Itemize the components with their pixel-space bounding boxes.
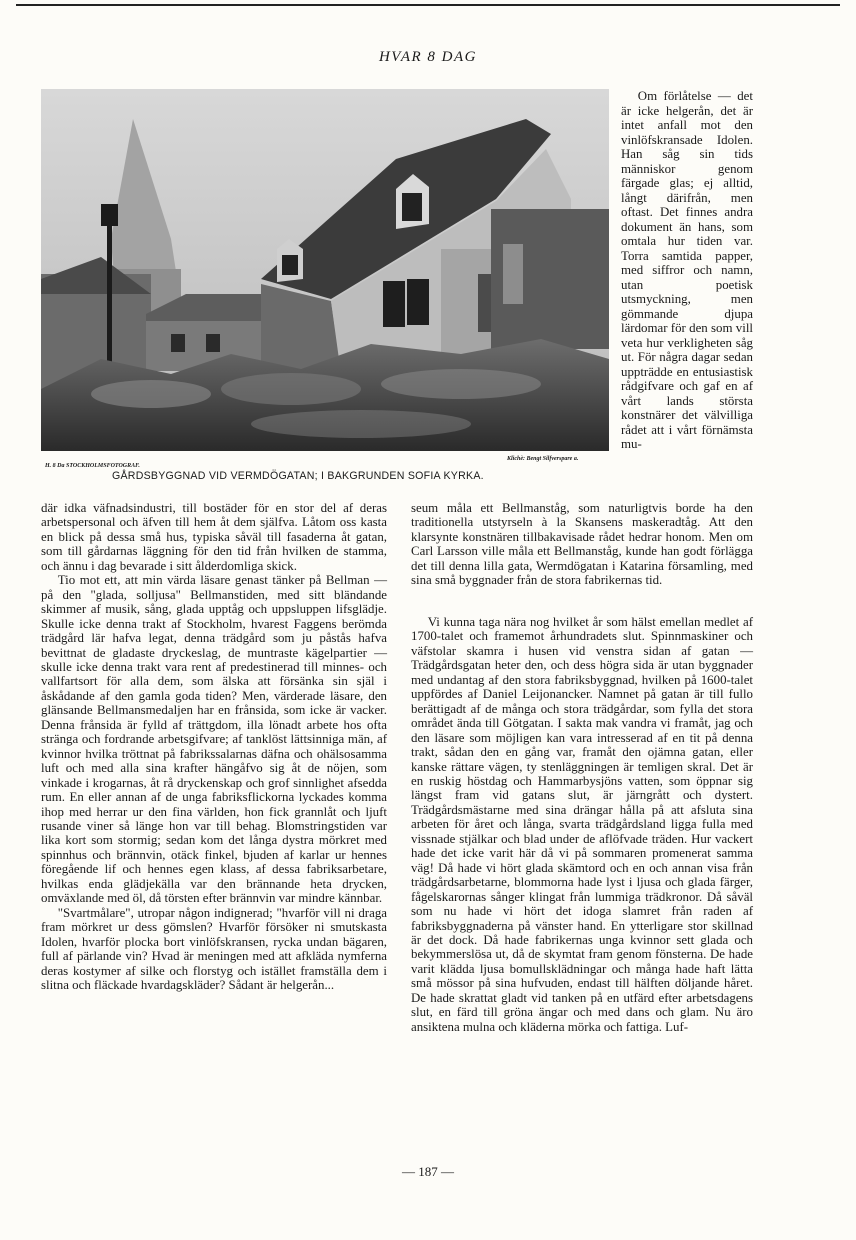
paragraph: seum måla ett Bellmanståg, som naturligtvis borde ha den traditionella utstyrseln à la Skansens maskeradtåg. Att den klarsynte konstnären tillbakavisade rådet hedrar honom. Men om Carl Larsson ville måla ett Bellmanståg, kunde han godt förlägga det till denna lilla gata, Wermdögatan i Katarina församling, med sina små byggnader från de stora fabrikernas tid. bbox=[411, 501, 753, 588]
right-column-continuation bbox=[411, 501, 753, 588]
photo-caption: GÅRDSBYGGNAD VID VERMDÖGATAN; I BAKGRUNDEN SOFIA KYRKA. bbox=[112, 470, 484, 482]
side-paragraph: Om förlåtelse — det är icke helgerån, det är intet anfall mot den vinlöfskransade Idolen. Han såg sin tids människor genom färgade glas; ej alltid, långt därifrån, men oftast. Det finnes andra dokument än hans, som omtala hur tiden var. Torra samtida papper, med siffror och namn, utan poetisk utsmyckning, men gömmande djupa lärdomar för den som vill veta hur verkligheten såg ut. För några dagar sedan uppträdde en entusiastisk rådgifvare och gaf en af vårt lands största konstnärer det välvilliga rådet att i vårt förnämsta mu- bbox=[621, 89, 753, 451]
page-number: — 187 — bbox=[402, 1164, 454, 1179]
left-column bbox=[41, 501, 387, 992]
right-column bbox=[411, 615, 753, 1034]
paragraph: Tio mot ett, att min värda läsare genast tänker på Bellman — på den "glada, solljusa" Bellmanstiden, med sitt bländande skimmer af musik, sång, glada upptåg och uppsluppen lifsglädje. Skulle icke denna trakt af Stockholm, hvarest Faggens berömda trädgård lär hafva legat, denna trädgård som ju påstås hafva bevittnat de gladaste dryckeslag, de muntraste kägelpartier — skulle icke denna trakt vara rent af predestinerad till minnes- och vallfartsort för alla dem, som älska att försänka sin själ i åskådande af den gamla goda tiden? Men, värderade läsare, den glänsande Bellmansmedaljen har en frånsida, som icke är vacker. Denna frånsida är fylld af trättgdom, illa lönadt arbete hos ofta stränga och fordrande arbetsgifvare; af tanklöst lättsinniga män, af kvinnor hvilka tröttnat på fabrikssalarnas däfna och ohälsosamma luft och med alla sina krafter hängåfvo sig åt de nöjen, som vinkade i krogarnas, åt rå dryckenskap och grof sinnlighet afsedda rum. En eller annan af de unga fabriksflickorna lyckades komma ihop med herrar ur den fina världen, hon fick grannlåt och ljuft rusande viner så länge hon var till behag. Blomstringstiden var lika kort som stormig; sedan kom det långa dystra mörkret med spinnhus och brännvin, otäck finkel, bjuden af karlar ur hennes föregående lif och hennes egen klass, af dessa fabriksarbetare, hvilkas enda glädjekälla var den brännande heta drycken, omväxlande med öl, då törsten efter brännvin var mindre kännbar. bbox=[41, 573, 387, 906]
paragraph: Vi kunna taga nära nog hvilket år som hälst emellan medlet af 1700-talet och framemot århundradets slut. Spinnmaskiner och väfstolar skamra i husen vid venstra sidan af gatan — Trädgårdsgatan heter den, och dess högra sida är utan byggnader med undantag af den stora fabriksbyggnad, hvilken på 1600-talet uppfördes af Daniel Leijonancker. Namnet på gatan är till fullo berättigadt af de många och stora trädgårdar, som fylla det stora området ända till Götgatan. I sakta mak vandra vi framåt, jag och den läsare som möjligen kan vara intresserad af en tit på denna trakt, sådan den en gång var, framåt den ojämna gatan, eller kanske rättare vägen, ty stenläggningen är temligen skral. Det är en ruskig höstdag och Hammarbysjöns vatten, som öppnar sig längst fram vid gatans slut, är järngrått och dystert. Trädgårdsmästarne med sina drängar hålla på att afsluta sina arbeten för året och långa, svarta trädgårdsland ligga fulla med vissnade stjälkar och blad under de aflöfvade träden. Hur vackert hade det icke varit här då vi på sommaren promenerat samma väg! Då hade vi hört glada skämtord och en och annan visa från trädgårdsarbetarne, blommorna hade lyst i ljusa och glada färger, fågelskarornas sånger klingat från lummiga trädkronor. Då såväl som nu hade vi hört det idoga slamret från raden af fabriksbyggnaderna på vänster hand. En ytterligare stor skillnad är det dock. Då hade fabrikernas unga kvinnor sett glada och bekymmerslösa ut, då de skymtat fram genom fönsterna. De hade varit klädda ljusa bomullsklädningar och många hade haft lätta små mössor på sina hufvuden, endast till hälften döljande håret. De hade skrattat gladt vid tanken på en utfärd efter arbetsdagens slut, en färd till gröna ängar och med dans och glam. Nu äro ansiktena mulna och kläderna mörka och fattiga. Luf- bbox=[411, 615, 753, 1034]
paragraph: "Svartmålare", utropar någon indignerad; "hvarför vill ni draga fram mörkret ur dess gömslen? Hvarför försöker ni smutskasta Idolen, hvarför plocka bort vinlöfskransen, rycka undan bägaren, full af pärlande vin? Hvad är meningen med att afkläda nymferna deras kostymer af silke och florstyg och istället framställa dem i slitna och fläckade hvardagskläder? Sådant är helgerån... bbox=[41, 905, 387, 992]
top-rule bbox=[16, 4, 840, 6]
side-column bbox=[621, 89, 753, 452]
photograph bbox=[41, 89, 609, 451]
photo-credit-photographer: H. 8 Da STOCKHOLMSFOTOGRAF. bbox=[45, 463, 140, 469]
paragraph: där idka väfnadsindustri, till bostäder för en stor del af deras arbetspersonal och äfven till hem åt dem själfva. Låtom oss kasta en blick på dessa små hus, typiska såväl till fasaderna åt gatan, som till gårdarnas läggning för den tid från hvilken de stamma, och ännu i dag bevarade i sitt ålderdomliga skick. bbox=[41, 501, 387, 573]
photo-credit-engraver: Klichè: Bengt Silfverspare a. bbox=[507, 456, 579, 462]
running-head: HVAR 8 DAG bbox=[378, 49, 478, 65]
